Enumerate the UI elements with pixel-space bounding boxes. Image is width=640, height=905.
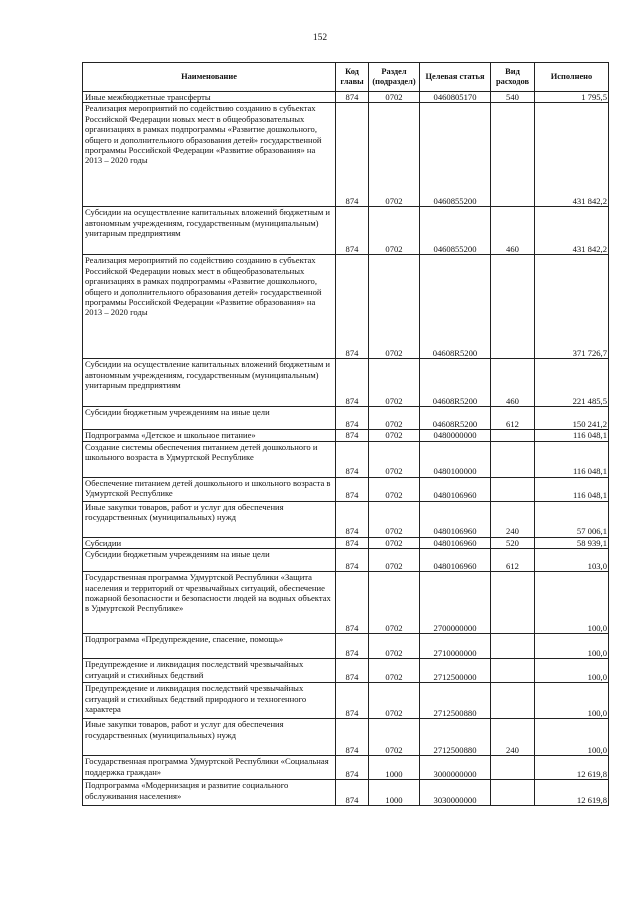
row-name: Подпрограмма «Модернизация и развитие социального обслуживания населения»: [83, 780, 336, 806]
row-chapter-code: 874: [336, 430, 369, 441]
table-row: [83, 537, 609, 548]
row-target-item: 2700000000: [420, 572, 491, 634]
row-amount: 100,0: [535, 634, 609, 659]
row-chapter-code: 874: [336, 549, 369, 572]
row-chapter-code: 874: [336, 683, 369, 719]
row-name: Государственная программа Удмуртской Республики «Защита населения и территорий от чрезвычайных ситуаций, обеспечение пожарной безопасности и безопасности людей на водных объектах в Удмуртской Республике»: [83, 572, 336, 634]
row-name: Субсидии бюджетным учреждениям на иные цели: [83, 407, 336, 430]
row-section: 0702: [369, 477, 420, 501]
row-name: Субсидии бюджетным учреждениям на иные цели: [83, 549, 336, 572]
row-expense-type: 240: [491, 501, 535, 537]
row-section: 0702: [369, 92, 420, 103]
row-amount: 103,0: [535, 549, 609, 572]
row-amount: 150 241,2: [535, 407, 609, 430]
row-expense-type: 540: [491, 92, 535, 103]
row-amount: 431 842,2: [535, 103, 609, 207]
row-expense-type: [491, 477, 535, 501]
row-target-item: 04608R5200: [420, 359, 491, 407]
row-chapter-code: 874: [336, 719, 369, 756]
row-target-item: 2712500880: [420, 683, 491, 719]
row-expense-type: [491, 683, 535, 719]
row-name: Подпрограмма «Предупреждение, спасение, помощь»: [83, 634, 336, 659]
row-name: Реализация мероприятий по содействию созданию в субъектах Российской Федерации новых мест в общеобразовательных организациях в рамках подпрограммы «Развитие дошкольного, общего и дополнительного образования детей» государственной программы Российской Федерации «Развитие образования» на 2013 – 2020 годы: [83, 255, 336, 359]
row-target-item: 0460855200: [420, 207, 491, 255]
row-section: 1000: [369, 756, 420, 780]
table-row: [83, 572, 609, 634]
row-expense-type: 612: [491, 549, 535, 572]
row-section: 0702: [369, 103, 420, 207]
table-row: [83, 549, 609, 572]
row-name: Подпрограмма «Детское и школьное питание»: [83, 430, 336, 441]
row-target-item: 3000000000: [420, 756, 491, 780]
page-number: 152: [312, 33, 328, 43]
table-row: [83, 683, 609, 719]
row-expense-type: 460: [491, 359, 535, 407]
row-section: 0702: [369, 501, 420, 537]
row-amount: 116 048,1: [535, 441, 609, 477]
row-name: Иные межбюджетные трансферты: [83, 92, 336, 103]
row-amount: 58 939,1: [535, 537, 609, 548]
row-name: Предупреждение и ликвидация последствий чрезвычайных ситуаций и стихийных бедствий: [83, 659, 336, 683]
row-section: 0702: [369, 207, 420, 255]
table-header-row: [83, 63, 609, 92]
header-expense-type: Вид расходов: [491, 63, 535, 92]
row-amount: 12 619,8: [535, 756, 609, 780]
row-target-item: 0460855200: [420, 103, 491, 207]
row-chapter-code: 874: [336, 207, 369, 255]
row-amount: 221 485,5: [535, 359, 609, 407]
row-name: Иные закупки товаров, работ и услуг для обеспечения государственных (муниципальных) нужд: [83, 501, 336, 537]
row-chapter-code: 874: [336, 572, 369, 634]
row-amount: 100,0: [535, 719, 609, 756]
row-amount: 116 048,1: [535, 477, 609, 501]
row-section: 0702: [369, 683, 420, 719]
row-expense-type: 460: [491, 207, 535, 255]
table-row: [83, 92, 609, 103]
row-section: 0702: [369, 719, 420, 756]
row-section: 0702: [369, 634, 420, 659]
table-row: [83, 441, 609, 477]
table-row: [83, 719, 609, 756]
row-expense-type: [491, 634, 535, 659]
row-chapter-code: 874: [336, 634, 369, 659]
row-amount: 57 006,1: [535, 501, 609, 537]
row-section: 0702: [369, 430, 420, 441]
row-name: Субсидии: [83, 537, 336, 548]
row-amount: 1 795,5: [535, 92, 609, 103]
row-amount: 100,0: [535, 659, 609, 683]
table-row: [83, 359, 609, 407]
row-amount: 371 726,7: [535, 255, 609, 359]
table-row: [83, 756, 609, 780]
row-target-item: 0480106960: [420, 501, 491, 537]
row-section: 0702: [369, 549, 420, 572]
table-row: [83, 634, 609, 659]
row-expense-type: 612: [491, 407, 535, 430]
row-name: Субсидии на осуществление капитальных вложений бюджетным и автономным учреждениям, государственным (муниципальным) унитарным предприятиям: [83, 207, 336, 255]
header-chapter-code: Код главы: [336, 63, 369, 92]
row-target-item: 0480106960: [420, 477, 491, 501]
row-target-item: 2712500000: [420, 659, 491, 683]
row-chapter-code: 874: [336, 441, 369, 477]
row-target-item: 2710000000: [420, 634, 491, 659]
row-chapter-code: 874: [336, 756, 369, 780]
row-expense-type: [491, 780, 535, 806]
table-row: [83, 255, 609, 359]
row-section: 0702: [369, 659, 420, 683]
row-target-item: 0480106960: [420, 537, 491, 548]
row-expense-type: [491, 255, 535, 359]
row-section: 0702: [369, 407, 420, 430]
row-chapter-code: 874: [336, 407, 369, 430]
row-expense-type: [491, 103, 535, 207]
row-name: Обеспечение питанием детей дошкольного и школьного возраста в Удмуртской Республике: [83, 477, 336, 501]
row-amount: 12 619,8: [535, 780, 609, 806]
table-row: [83, 207, 609, 255]
table-row: [83, 659, 609, 683]
row-chapter-code: 874: [336, 359, 369, 407]
row-chapter-code: 874: [336, 92, 369, 103]
row-chapter-code: 874: [336, 501, 369, 537]
row-target-item: 0480000000: [420, 430, 491, 441]
header-target-item: Целевая статья: [420, 63, 491, 92]
row-target-item: 2712500880: [420, 719, 491, 756]
row-expense-type: [491, 659, 535, 683]
header-section: Раздел (подраздел): [369, 63, 420, 92]
table-row: [83, 477, 609, 501]
row-name: Предупреждение и ликвидация последствий чрезвычайных ситуаций и стихийных бедствий природного и техногенного характера: [83, 683, 336, 719]
row-chapter-code: 874: [336, 537, 369, 548]
row-section: 0702: [369, 359, 420, 407]
row-expense-type: [491, 756, 535, 780]
row-chapter-code: 874: [336, 103, 369, 207]
row-name: Субсидии на осуществление капитальных вложений бюджетным и автономным учреждениям, государственным (муниципальным) унитарным предприятиям: [83, 359, 336, 407]
row-target-item: 0480100000: [420, 441, 491, 477]
row-chapter-code: 874: [336, 477, 369, 501]
row-expense-type: [491, 430, 535, 441]
table-row: [83, 103, 609, 207]
table-row: [83, 501, 609, 537]
row-amount: 100,0: [535, 572, 609, 634]
row-amount: 116 048,1: [535, 430, 609, 441]
row-name: Создание системы обеспечения питанием детей дошкольного и школьного возраста в Удмуртской Республике: [83, 441, 336, 477]
budget-execution-table: [82, 62, 609, 806]
row-expense-type: 520: [491, 537, 535, 548]
row-section: 1000: [369, 780, 420, 806]
row-name: Реализация мероприятий по содействию созданию в субъектах Российской Федерации новых мест в общеобразовательных организациях в рамках подпрограммы «Развитие дошкольного, общего и дополнительного образования детей» государственной программы Российской Федерации «Развитие образования» на 2013 – 2020 годы: [83, 103, 336, 207]
row-target-item: 0460805170: [420, 92, 491, 103]
row-section: 0702: [369, 441, 420, 477]
row-section: 0702: [369, 255, 420, 359]
row-expense-type: [491, 572, 535, 634]
row-target-item: 3030000000: [420, 780, 491, 806]
header-executed: Исполнено: [535, 63, 609, 92]
row-section: 0702: [369, 537, 420, 548]
table-row: [83, 430, 609, 441]
row-name: Государственная программа Удмуртской Республики «Социальная поддержка граждан»: [83, 756, 336, 780]
row-target-item: 0480106960: [420, 549, 491, 572]
table-row: [83, 407, 609, 430]
row-expense-type: [491, 441, 535, 477]
row-target-item: 04608R5200: [420, 255, 491, 359]
row-amount: 100,0: [535, 683, 609, 719]
row-amount: 431 842,2: [535, 207, 609, 255]
row-target-item: 04608R5200: [420, 407, 491, 430]
row-expense-type: 240: [491, 719, 535, 756]
row-chapter-code: 874: [336, 255, 369, 359]
row-chapter-code: 874: [336, 780, 369, 806]
table-row: [83, 780, 609, 806]
row-section: 0702: [369, 572, 420, 634]
table-body: [83, 92, 609, 806]
row-name: Иные закупки товаров, работ и услуг для обеспечения государственных (муниципальных) нужд: [83, 719, 336, 756]
row-chapter-code: 874: [336, 659, 369, 683]
header-name: Наименование: [83, 63, 336, 92]
